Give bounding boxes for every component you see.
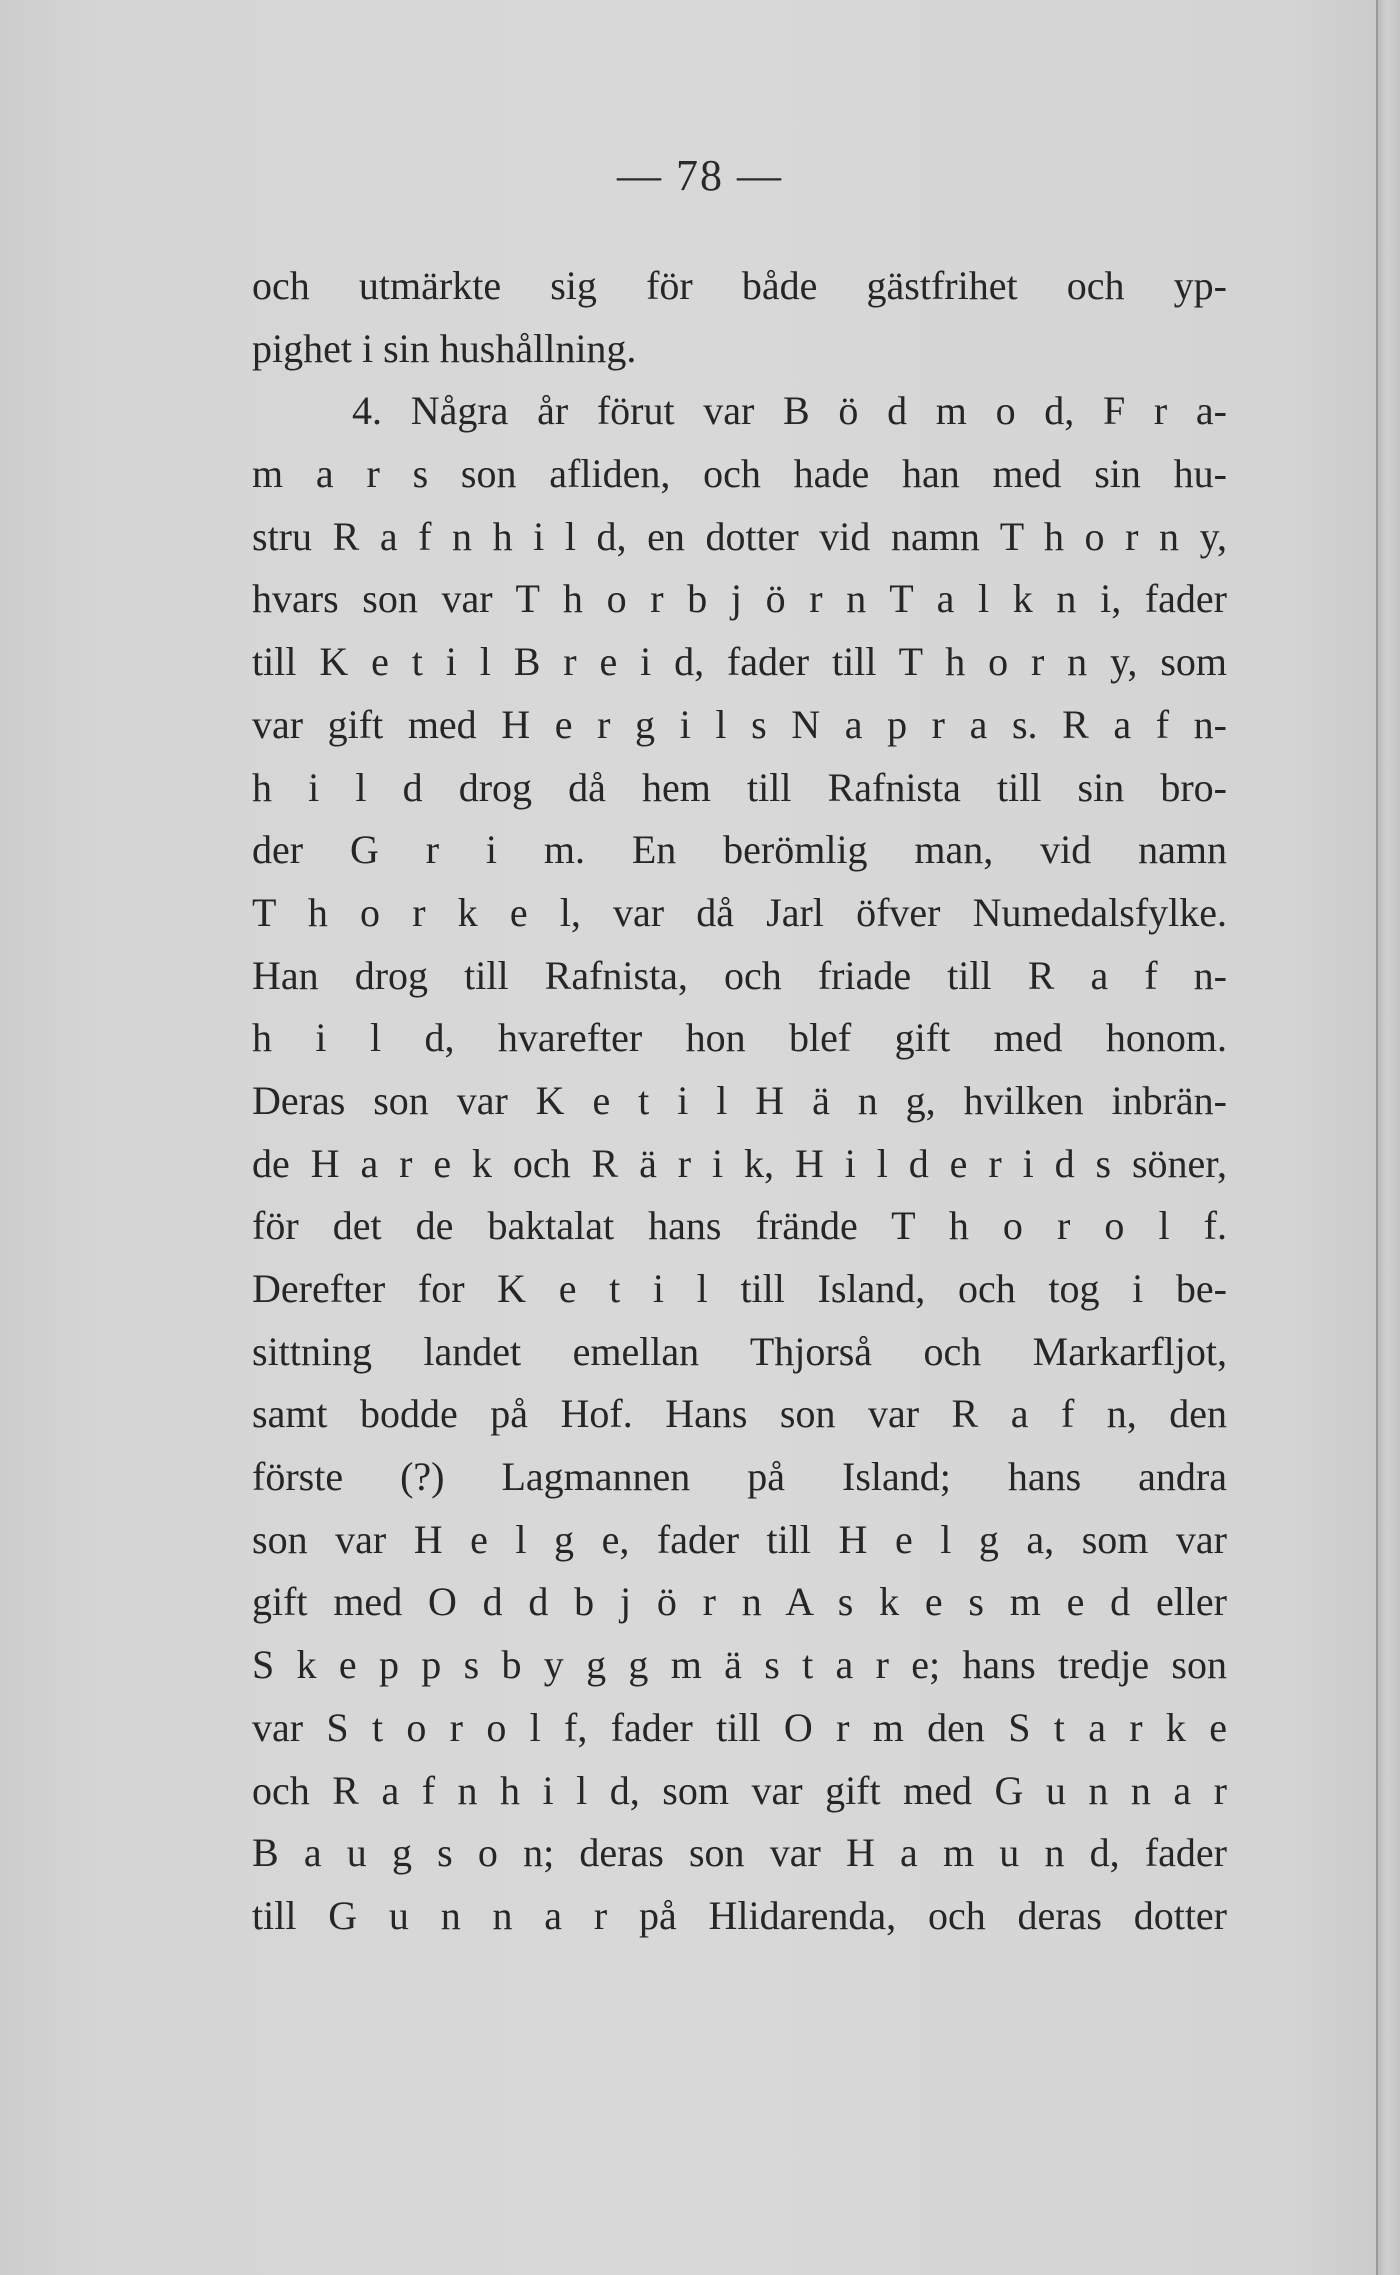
text-line: för det de baktalat hans frände T h o r o l f.: [252, 1203, 1227, 1249]
text-line: och R a f n h i l d, som var gift med G u n n a r: [252, 1767, 1227, 1813]
text-line: och utmärkte sig för både gästfrihet och yp-: [252, 263, 1227, 308]
text-line: förste (?) Lagmannen på Island; hans andra: [252, 1454, 1227, 1500]
text-line: S k e p p s b y g g m ä s t a r e; hans tredje son: [252, 1642, 1227, 1688]
text-line: Han drog till Rafnista, och friade till R a f n-: [252, 952, 1227, 998]
text-line: pighet i sin hushållning.: [252, 325, 637, 371]
body-text: [252, 255, 1227, 1948]
text-line: stru R a f n h i l d, en dotter vid namn T h o r n y,: [252, 513, 1227, 559]
text-line: son var H e l g e, fader till H e l g a, som var: [252, 1516, 1227, 1562]
text-line: gift med O d d b j ö r n A s k e s m e d eller: [252, 1579, 1227, 1625]
text-line: der G r i m. En berömlig man, vid namn: [252, 827, 1227, 873]
page-gutter: [1376, 0, 1400, 2275]
text-line: hvars son var T h o r b j ö r n T a l k n i, fader: [252, 576, 1227, 622]
text-line: var S t o r o l f, fader till O r m den S t a r k e: [252, 1704, 1227, 1750]
text-line: B a u g s o n; deras son var H a m u n d, fader: [252, 1830, 1227, 1876]
text-line: m a r s son afliden, och hade han med sin hu-: [252, 451, 1227, 497]
text-line: Deras son var K e t i l H ä n g, hvilken inbrän-: [252, 1077, 1227, 1123]
text-line: samt bodde på Hof. Hans son var R a f n, den: [252, 1391, 1227, 1437]
text-line: var gift med H e r g i l s N a p r a s. R a f n-: [252, 701, 1227, 747]
text-line: till G u n n a r på Hlidarenda, och deras dotter: [252, 1892, 1227, 1938]
text-line: h i l d drog då hem till Rafnista till sin bro-: [252, 764, 1227, 810]
text-line: de H a r e k och R ä r i k, H i l d e r i d s söner,: [252, 1140, 1227, 1186]
text-line: h i l d, hvarefter hon blef gift med honom.: [252, 1015, 1227, 1061]
text-line: Derefter for K e t i l till Island, och tog i be-: [252, 1266, 1227, 1311]
text-line: T h o r k e l, var då Jarl öfver Numedalsfylke.: [252, 889, 1227, 935]
text-line: till K e t i l B r e i d, fader till T h o r n y, som: [252, 639, 1227, 685]
text-line: 4. Några år förut var B ö d m o d, F r a-: [352, 388, 1227, 434]
text-line: sittning landet emellan Thjorså och Markarfljot,: [252, 1328, 1227, 1374]
page-number-header: — 78 —: [617, 151, 783, 200]
